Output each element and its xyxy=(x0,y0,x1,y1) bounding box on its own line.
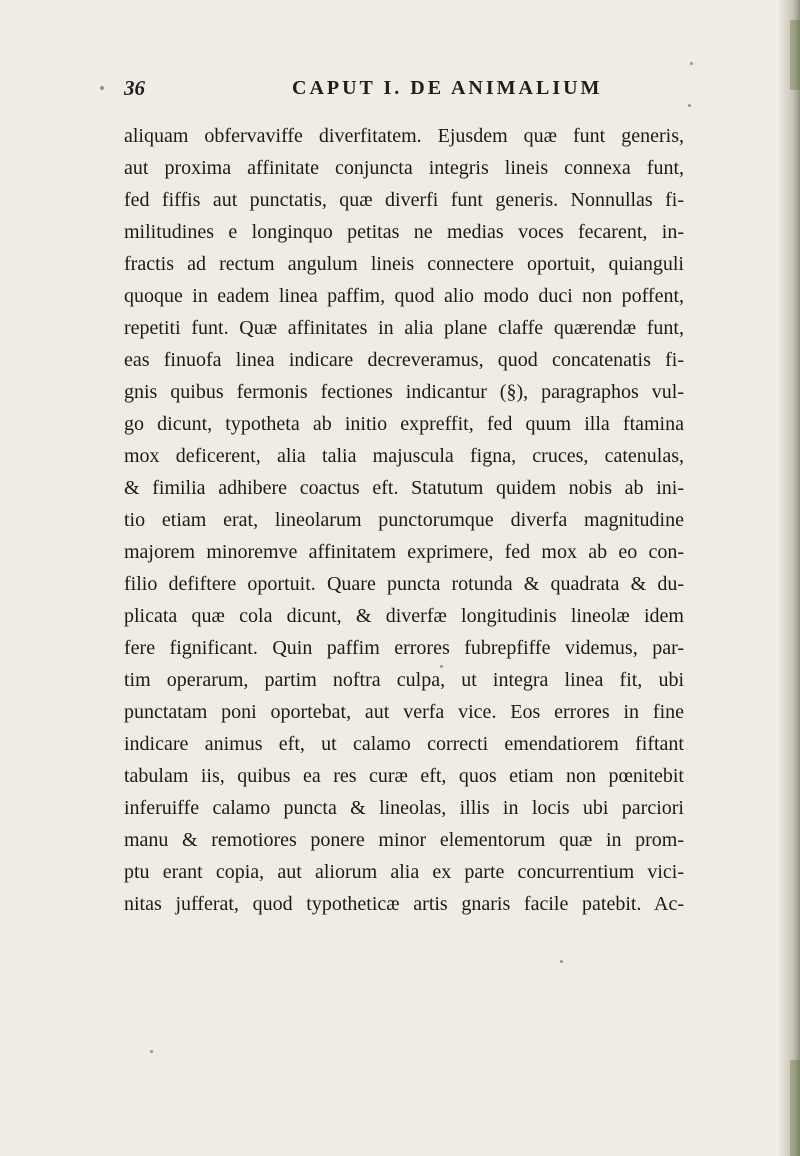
page-edge-shadow xyxy=(778,0,800,1156)
text-line: go dicunt, typotheta ab initio expreffit, fed quum illa ftamina xyxy=(124,413,684,435)
text-line: filio defiftere oportuit. Quare puncta rotunda & quadrata & du- xyxy=(124,573,684,595)
paper-speck xyxy=(560,960,563,963)
text-line: tabulam iis, quibus ea res curæ eft, quos etiam non pœnitebit xyxy=(124,765,684,787)
text-line: manu & remotiores ponere minor elementorum quæ in prom- xyxy=(124,829,684,851)
page-header xyxy=(124,76,684,108)
text-line: ptu erant copia, aut aliorum alia ex parte concurrentium vici- xyxy=(124,861,684,883)
text-line: nitas jufferat, quod typotheticæ artis gnaris facile patebit. Ac- xyxy=(124,893,684,915)
text-line: fere fignificant. Quin paffim errores fubrepfiffe videmus, par- xyxy=(124,637,684,659)
text-line: militudines e longinquo petitas ne medias voces fecarent, in- xyxy=(124,221,684,243)
paper-speck xyxy=(100,86,104,90)
text-line: majorem minoremve affinitatem exprimere, fed mox ab eo con- xyxy=(124,541,684,563)
text-line: repetiti funt. Quæ affinitates in alia plane claffe quærendæ funt, xyxy=(124,317,684,339)
paper-speck xyxy=(440,665,443,668)
paper-speck xyxy=(688,104,691,107)
page-number: 36 xyxy=(124,76,145,100)
text-line: fractis ad rectum angulum lineis connectere oportuit, quianguli xyxy=(124,253,684,275)
text-line: mox deficerent, alia talia majuscula figna, cruces, catenulas, xyxy=(124,445,684,467)
text-line: tim operarum, partim noftra culpa, ut integra linea fit, ubi xyxy=(124,669,684,691)
running-head: CAPUT I. DE ANIMALIUM xyxy=(292,77,603,99)
page-edge-stain xyxy=(790,20,800,90)
text-line: & fimilia adhibere coactus eft. Statutum quidem nobis ab ini- xyxy=(124,477,684,499)
text-line: fed fiffis aut punctatis, quæ diverfi funt generis. Nonnullas fi- xyxy=(124,189,684,211)
text-line: aliquam obfervaviffe diverfitatem. Ejusdem quæ funt generis, xyxy=(124,125,684,147)
text-line: gnis quibus fermonis fectiones indicantur (§), paragraphos vul- xyxy=(124,381,684,403)
body-text xyxy=(124,120,684,920)
text-line: eas finuofa linea indicare decreveramus, quod concatenatis fi- xyxy=(124,349,684,371)
text-line: aut proxima affinitate conjuncta integris lineis connexa funt, xyxy=(124,157,684,179)
text-line: punctatam poni oportebat, aut verfa vice. Eos errores in fine xyxy=(124,701,684,723)
text-line: indicare animus eft, ut calamo correcti emendatiorem fiftant xyxy=(124,733,684,755)
page-edge-stain xyxy=(790,1060,800,1156)
text-line: inferuiffe calamo puncta & lineolas, illis in locis ubi parciori xyxy=(124,797,684,819)
text-line: tio etiam erat, lineolarum punctorumque diverfa magnitudine xyxy=(124,509,684,531)
text-line: quoque in eadem linea paffim, quod alio modo duci non poffent, xyxy=(124,285,684,307)
text-line: plicata quæ cola dicunt, & diverfæ longitudinis lineolæ idem xyxy=(124,605,684,627)
paper-speck xyxy=(150,1050,153,1053)
paper-speck xyxy=(690,62,693,65)
